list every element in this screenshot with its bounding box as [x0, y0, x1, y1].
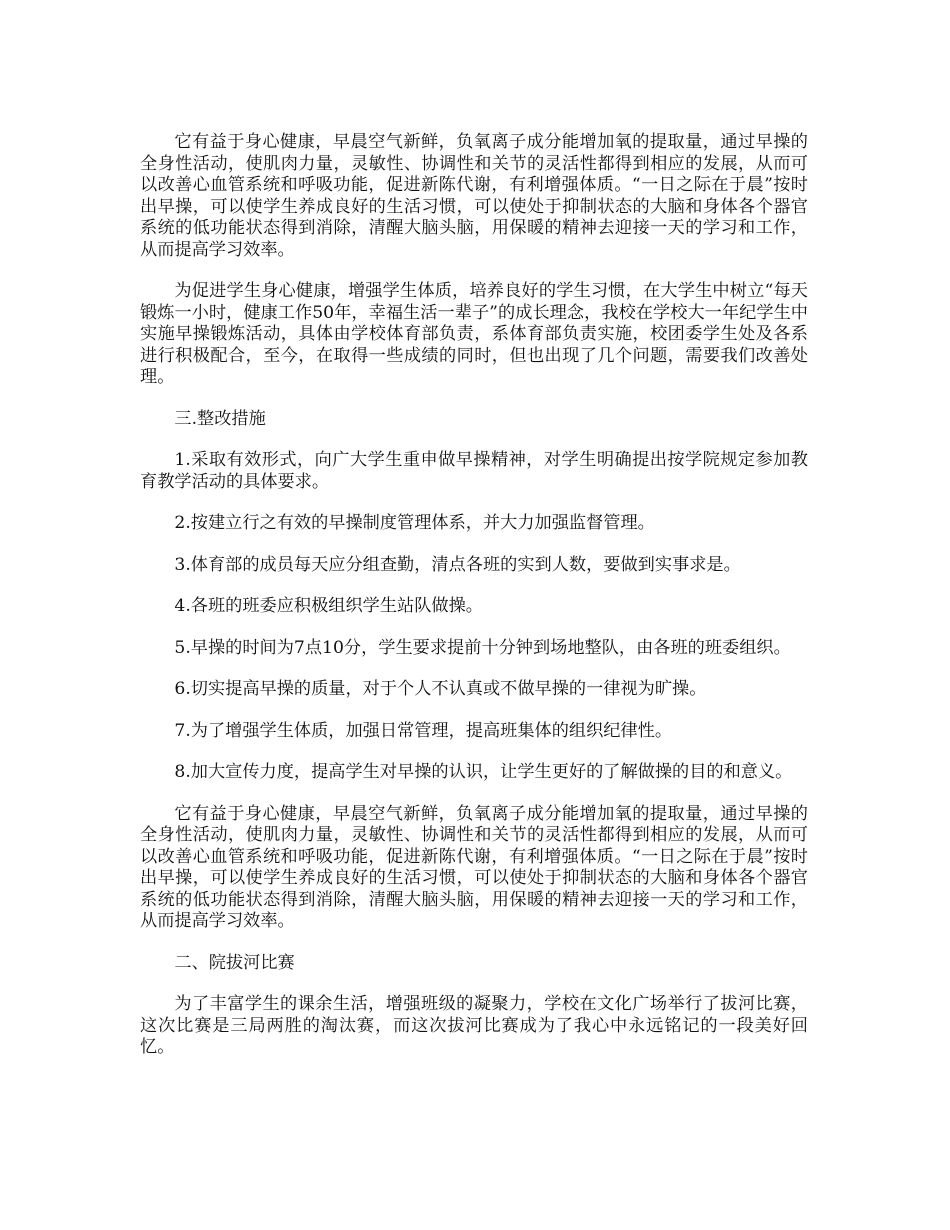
- document-page: [140, 132, 808, 1079]
- paragraph-background: 为促进学生身心健康，增强学生体质，培养良好的学生习惯，在大学生中树立“每天锻炼一小时，健康工作50年，幸福生活一辈子”的成长理念，我校在学校大一年纪学生中实施早操锻炼活动，具体由学校体育部负责，系体育部负责实施，校团委学生处及各系进行积极配合，至今，在取得一些成绩的同时，但也出现了几个问题，需要我们改善处理。: [140, 281, 808, 387]
- measure-item: 2.按建立行之有效的早操制度管理体系，并大力加强监督管理。: [174, 513, 655, 533]
- section-heading-tug-of-war: 二、院拔河比赛: [174, 952, 295, 973]
- paragraph-morning-exercise-benefits: 它有益于身心健康，早晨空气新鲜，负氧离子成分能增加氧的提取量，通过早操的全身性活动，使肌肉力量，灵敏性、协调性和关节的灵活性都得到相应的发展，从而可以改善心血管系统和呼吸功能，促进新陈代谢，有利增强体质。“一日之际在于晨”按时出早操，可以使学生养成良好的生活习惯，可以使处于抑制状态的大脑和身体各个器官系统的低功能状态得到消除，清醒大脑头脑，用保暖的精神去迎接一天的学习和工作，从而提高学习效率。: [140, 132, 808, 260]
- measure-item: 1.采取有效形式，向广大学生重申做早操精神，对学生明确提出按学院规定参加教育教学活动的具体要求。: [140, 450, 808, 492]
- measure-item: 5.早操的时间为7点10分，学生要求提前十分钟到场地整队，由各班的班委组织。: [174, 637, 791, 658]
- measure-item: 6.切实提高早操的质量，对于个人不认真或不做早操的一律视为旷操。: [174, 679, 707, 699]
- measure-item: 3.体育部的成员每天应分组查勤，清点各班的实到人数，要做到实事求是。: [174, 554, 741, 575]
- paragraph-morning-exercise-benefits-repeat: 它有益于身心健康，早晨空气新鲜，负氧离子成分能增加氧的提取量，通过早操的全身性活动，使肌肉力量，灵敏性、协调性和关节的灵活性都得到相应的发展，从而可以改善心血管系统和呼吸功能，促进新陈代谢，有利增强体质。“一日之际在于晨”按时出早操，可以使学生养成良好的生活习惯，可以使处于抑制状态的大脑和身体各个器官系统的低功能状态得到消除，清醒大脑头脑，用保暖的精神去迎接一天的学习和工作，从而提高学习效率。: [140, 803, 808, 931]
- section-heading-rectification: 三.整改措施: [174, 408, 266, 429]
- measure-item: 7.为了增强学生体质，加强日常管理，提高班集体的组织纪律性。: [174, 720, 673, 741]
- measure-item: 4.各班的班委应积极组织学生站队做操。: [174, 596, 483, 616]
- paragraph-tug-of-war: 为了丰富学生的课余生活，增强班级的凝聚力，学校在文化广场举行了拔河比赛，这次比赛是三局两胜的淘汰赛，而这次拔河比赛成为了我心中永远铭记的一段美好回忆。: [140, 994, 808, 1057]
- measure-item: 8.加大宣传力度，提高学生对早操的认识，让学生更好的了解做操的目的和意义。: [174, 762, 793, 782]
